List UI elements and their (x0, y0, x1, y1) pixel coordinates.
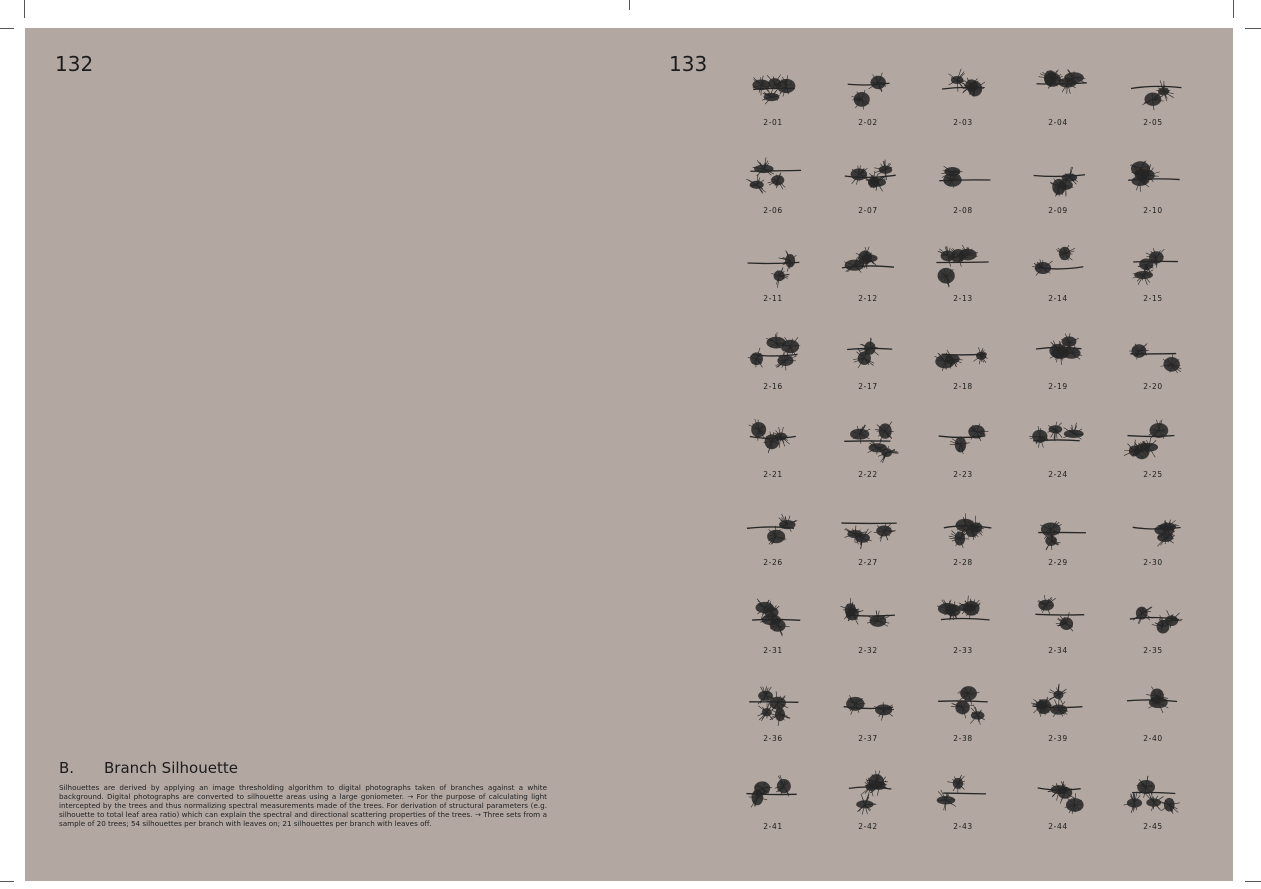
branch-silhouette-image (930, 65, 996, 113)
branch-silhouette-image (740, 417, 806, 465)
silhouette-label: 2-24 (1048, 470, 1068, 479)
silhouette-label: 2-06 (763, 206, 783, 215)
branch-silhouette-image (835, 153, 901, 201)
silhouette-item (833, 147, 903, 227)
branch-silhouette-image (930, 681, 996, 729)
book-spread (25, 28, 1233, 881)
silhouette-item (738, 323, 808, 403)
silhouette-label: 2-27 (858, 558, 878, 567)
silhouette-label: 2-15 (1143, 294, 1163, 303)
branch-silhouette-image (1120, 593, 1186, 641)
branch-silhouette-image (930, 593, 996, 641)
silhouette-label: 2-36 (763, 734, 783, 743)
silhouette-label: 2-18 (953, 382, 973, 391)
branch-silhouette-image (740, 65, 806, 113)
branch-silhouette-image (1025, 593, 1091, 641)
crop-mark (1245, 28, 1261, 29)
branch-silhouette-image (1120, 681, 1186, 729)
silhouette-label: 2-44 (1048, 822, 1068, 831)
silhouette-item (1118, 147, 1188, 227)
branch-silhouette-image (930, 505, 996, 553)
silhouette-item (1023, 59, 1093, 139)
silhouette-item (928, 411, 998, 491)
silhouette-label: 2-04 (1048, 118, 1068, 127)
silhouette-item (833, 763, 903, 843)
silhouette-label: 2-05 (1143, 118, 1163, 127)
branch-silhouette-image (1025, 329, 1091, 377)
silhouette-item (1023, 587, 1093, 667)
branch-silhouette-image (1120, 153, 1186, 201)
branch-silhouette-image (740, 593, 806, 641)
branch-silhouette-image (1025, 153, 1091, 201)
branch-silhouette-image (740, 153, 806, 201)
silhouette-item (738, 411, 808, 491)
silhouette-label: 2-19 (1048, 382, 1068, 391)
silhouette-label: 2-41 (763, 822, 783, 831)
silhouette-label: 2-17 (858, 382, 878, 391)
silhouette-label: 2-13 (953, 294, 973, 303)
silhouette-label: 2-10 (1143, 206, 1163, 215)
page-number-left: 132 (55, 52, 94, 76)
silhouette-item (928, 235, 998, 315)
section-body-text: Silhouettes are derived by applying an image thresholding algorithm to digital photographs taken of branches against a white background. Digital photographs are converted to silhouette areas using a large goniometer. → For the purpose of calculating light intercepted by the trees and thus normalizing spectral measurements made of the trees. For derivation of structural parameters (e.g. silhouette to total leaf area ratio) which can explain the spectral and directional scattering properties of the trees. → Three sets from a sample of 20 trees; 54 silhouettes per branch with leaves on; 21 silhouettes per branch with leaves off. (59, 783, 547, 828)
branch-silhouette-image (930, 153, 996, 201)
silhouette-item (1023, 147, 1093, 227)
branch-silhouette-image (1120, 329, 1186, 377)
silhouette-item (738, 675, 808, 755)
silhouette-item (833, 235, 903, 315)
branch-silhouette-image (1120, 769, 1186, 817)
crop-mark (1245, 881, 1261, 882)
silhouette-label: 2-32 (858, 646, 878, 655)
silhouette-label: 2-14 (1048, 294, 1068, 303)
silhouette-label: 2-26 (763, 558, 783, 567)
silhouette-item (833, 675, 903, 755)
silhouette-item (833, 411, 903, 491)
branch-silhouette-image (835, 329, 901, 377)
silhouette-label: 2-43 (953, 822, 973, 831)
branch-silhouette-image (930, 329, 996, 377)
section-heading (59, 759, 238, 777)
branch-silhouette-image (740, 769, 806, 817)
branch-silhouette-image (740, 241, 806, 289)
branch-silhouette-image (1120, 65, 1186, 113)
silhouette-item (928, 147, 998, 227)
branch-silhouette-image (1120, 241, 1186, 289)
silhouette-item (1023, 763, 1093, 843)
silhouette-item (1118, 411, 1188, 491)
branch-silhouette-image (835, 241, 901, 289)
silhouette-label: 2-29 (1048, 558, 1068, 567)
silhouette-item (738, 763, 808, 843)
silhouette-label: 2-23 (953, 470, 973, 479)
silhouette-item (738, 499, 808, 579)
branch-silhouette-image (1025, 769, 1091, 817)
silhouette-label: 2-09 (1048, 206, 1068, 215)
silhouette-item (1118, 675, 1188, 755)
silhouette-label: 2-25 (1143, 470, 1163, 479)
silhouette-item (833, 587, 903, 667)
silhouette-label: 2-40 (1143, 734, 1163, 743)
branch-silhouette-image (835, 65, 901, 113)
branch-silhouette-image (740, 681, 806, 729)
silhouette-item (738, 147, 808, 227)
silhouette-item (738, 587, 808, 667)
branch-silhouette-image (930, 769, 996, 817)
silhouette-item (833, 499, 903, 579)
branch-silhouette-image (930, 417, 996, 465)
page-number-right: 133 (669, 52, 708, 76)
crop-mark (1233, 0, 1234, 18)
branch-silhouette-image (1120, 505, 1186, 553)
silhouette-label: 2-20 (1143, 382, 1163, 391)
silhouette-label: 2-16 (763, 382, 783, 391)
silhouette-label: 2-30 (1143, 558, 1163, 567)
silhouette-label: 2-42 (858, 822, 878, 831)
silhouette-item (1023, 675, 1093, 755)
crop-mark (629, 0, 630, 10)
branch-silhouette-image (740, 329, 806, 377)
crop-mark (0, 28, 14, 29)
crop-mark (24, 0, 25, 18)
silhouette-item (1118, 763, 1188, 843)
silhouette-item (1023, 411, 1093, 491)
crop-mark (0, 881, 14, 882)
silhouette-label: 2-21 (763, 470, 783, 479)
silhouette-label: 2-28 (953, 558, 973, 567)
section-title: Branch Silhouette (104, 759, 238, 777)
silhouette-item (1023, 499, 1093, 579)
silhouette-label: 2-12 (858, 294, 878, 303)
silhouette-label: 2-07 (858, 206, 878, 215)
silhouette-item (1118, 323, 1188, 403)
silhouette-item (928, 763, 998, 843)
branch-silhouette-image (835, 681, 901, 729)
silhouette-item (1023, 235, 1093, 315)
branch-silhouette-image (1025, 65, 1091, 113)
silhouette-label: 2-33 (953, 646, 973, 655)
branch-silhouette-image (1025, 505, 1091, 553)
silhouette-item (738, 235, 808, 315)
silhouette-item (1118, 499, 1188, 579)
silhouette-item (738, 59, 808, 139)
silhouette-label: 2-38 (953, 734, 973, 743)
silhouette-item (1023, 323, 1093, 403)
branch-silhouette-image (930, 241, 996, 289)
silhouette-item (1118, 235, 1188, 315)
branch-silhouette-image (1025, 681, 1091, 729)
silhouette-label: 2-45 (1143, 822, 1163, 831)
silhouette-label: 2-02 (858, 118, 878, 127)
section-letter: B. (59, 759, 75, 777)
branch-silhouette-image (740, 505, 806, 553)
silhouette-item (833, 59, 903, 139)
silhouette-label: 2-03 (953, 118, 973, 127)
silhouette-label: 2-35 (1143, 646, 1163, 655)
branch-silhouette-image (1025, 241, 1091, 289)
silhouette-item (928, 323, 998, 403)
branch-silhouette-image (1120, 417, 1186, 465)
branch-silhouette-image (835, 593, 901, 641)
branch-silhouette-image (1025, 417, 1091, 465)
silhouette-label: 2-01 (763, 118, 783, 127)
silhouette-item (928, 499, 998, 579)
branch-silhouette-image (835, 769, 901, 817)
silhouette-item (1118, 59, 1188, 139)
silhouette-label: 2-22 (858, 470, 878, 479)
silhouette-item (928, 675, 998, 755)
branch-silhouette-image (835, 417, 901, 465)
silhouette-item (1118, 587, 1188, 667)
silhouette-label: 2-34 (1048, 646, 1068, 655)
silhouette-label: 2-39 (1048, 734, 1068, 743)
silhouette-item (833, 323, 903, 403)
silhouette-item (928, 59, 998, 139)
silhouette-label: 2-31 (763, 646, 783, 655)
silhouette-label: 2-11 (763, 294, 783, 303)
silhouette-item (928, 587, 998, 667)
silhouette-label: 2-37 (858, 734, 878, 743)
silhouette-label: 2-08 (953, 206, 973, 215)
branch-silhouette-image (835, 505, 901, 553)
